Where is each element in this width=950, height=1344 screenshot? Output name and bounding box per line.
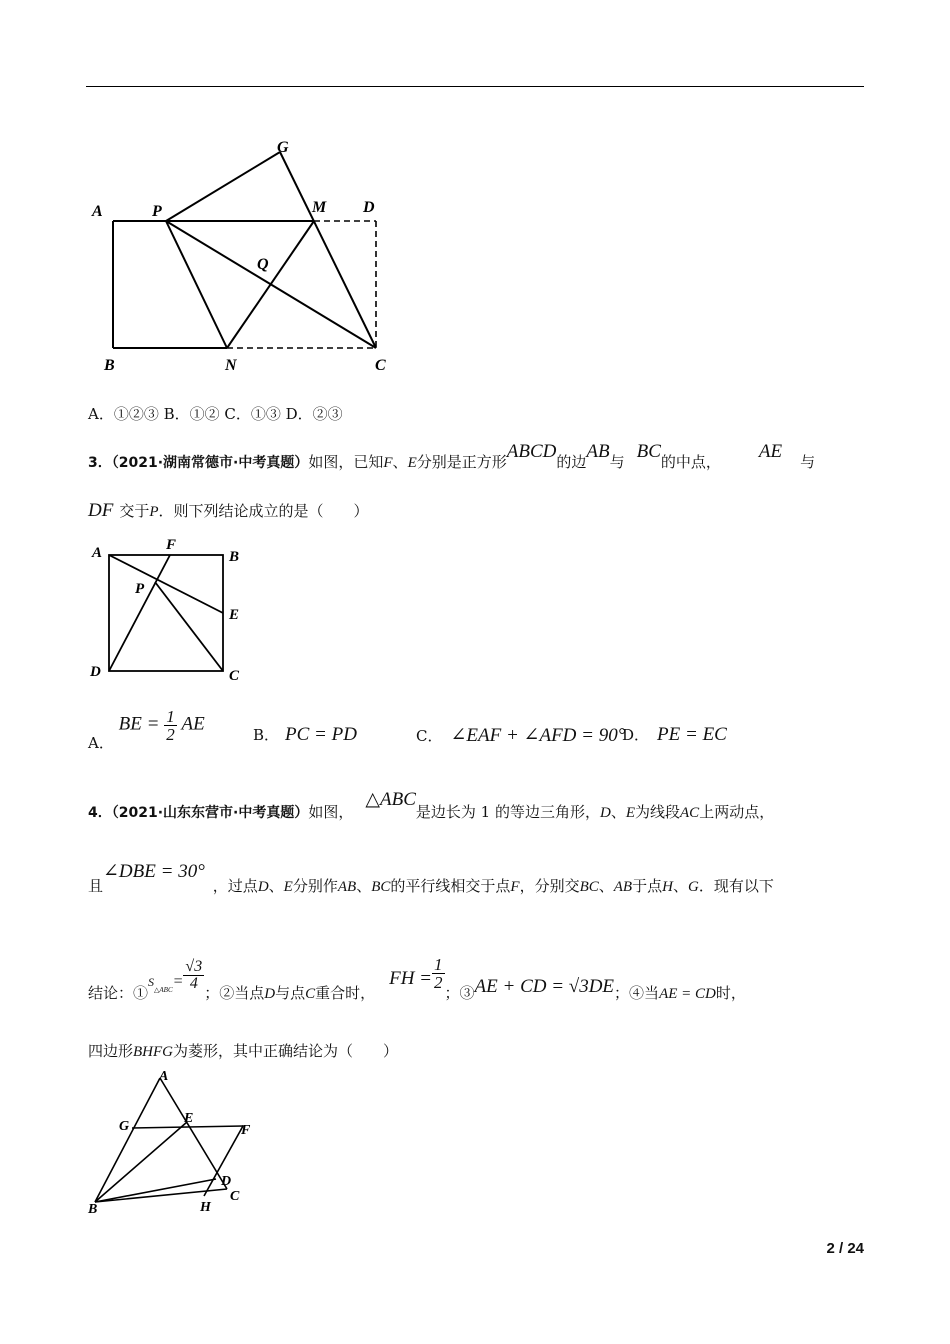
fig3-label-D: D bbox=[221, 1174, 232, 1189]
header-rule bbox=[86, 86, 864, 87]
fig2-label-E: E bbox=[229, 607, 240, 623]
fig2-label-B: B bbox=[229, 549, 240, 565]
fig3-label-G: G bbox=[119, 1119, 130, 1134]
fig3-label-A: A bbox=[159, 1069, 169, 1084]
q4-source: （2021·山东东营市·中考真题） bbox=[111, 805, 309, 821]
q2-options: A．①②③ B．①② C．①③ D．②③ bbox=[88, 405, 343, 423]
figure-3-triangle bbox=[84, 1068, 274, 1218]
q3-option-c: C． ∠EAF + ∠AFD = 90° bbox=[416, 725, 626, 746]
figure-2-square bbox=[84, 535, 264, 685]
fig2-label-F: F bbox=[166, 537, 177, 553]
fig1-label-A: A bbox=[92, 203, 103, 220]
q3-source: （2021·湖南常德市·中考真题） bbox=[111, 455, 309, 471]
fig1-label-Q: Q bbox=[257, 256, 269, 273]
fig2-label-P: P bbox=[135, 581, 145, 597]
fig1-label-N: N bbox=[225, 357, 237, 374]
fig3-label-E: E bbox=[184, 1111, 194, 1126]
q3-line1: 3．（2021·湖南常德市·中考真题）如图，已知F、E分别是正方形ABCD的边AB与 BC的中点， AE 与 bbox=[88, 441, 816, 471]
q3-number: 3． bbox=[88, 455, 112, 471]
fig1-label-C: C bbox=[375, 357, 386, 374]
page-number: 2 / 24 bbox=[826, 1240, 864, 1257]
figure-1-square-fold bbox=[80, 130, 420, 390]
fig2-label-A: A bbox=[92, 545, 103, 561]
q4-line3: 结论：$①_{S\triangle ABC}=$ $\frac{√3}{4}$ ；②当点D与点C重合时，FH = $\frac{1}{2}$ ；③AE + CD = √3DE；④当AE = CD时， bbox=[88, 955, 746, 1002]
q4-number: 4． bbox=[88, 805, 112, 821]
q4-line4: 四边形BHFG为菱形，其中正确结论为（ ） bbox=[88, 1042, 399, 1060]
fig3-label-H: H bbox=[200, 1200, 211, 1215]
fig3-label-C: C bbox=[230, 1189, 240, 1204]
fig3-label-B: B bbox=[88, 1202, 98, 1217]
q3-line2: DF 交于P．则下列结论成立的是（ ） bbox=[88, 500, 369, 521]
q3-option-d: D． PE = EC bbox=[622, 724, 727, 745]
fig1-label-P: P bbox=[152, 203, 162, 220]
fig1-label-B: B bbox=[104, 357, 115, 374]
fig1-label-G: G bbox=[277, 139, 289, 156]
fig2-label-C: C bbox=[229, 668, 240, 684]
fig2-label-D: D bbox=[90, 664, 101, 680]
q4-line1: 4．（2021·山东东营市·中考真题）如图，△ABC是边长为 1 的等边三角形，D、E为线段AC上两动点， bbox=[88, 789, 775, 821]
q4-line2: 且∠DBE = 30°，过点D、E分别作AB、BC的平行线相交于点F，分别交BC、AB于点H、G．现有以下 bbox=[88, 861, 774, 895]
q3-option-a: A． BE = $\frac{1}{2}$ AE bbox=[88, 707, 205, 752]
fig1-label-M: M bbox=[312, 199, 327, 216]
fig3-label-F: F bbox=[241, 1123, 251, 1138]
q3-option-b: B． PC = PD bbox=[253, 724, 357, 745]
fig1-label-D: D bbox=[363, 199, 375, 216]
